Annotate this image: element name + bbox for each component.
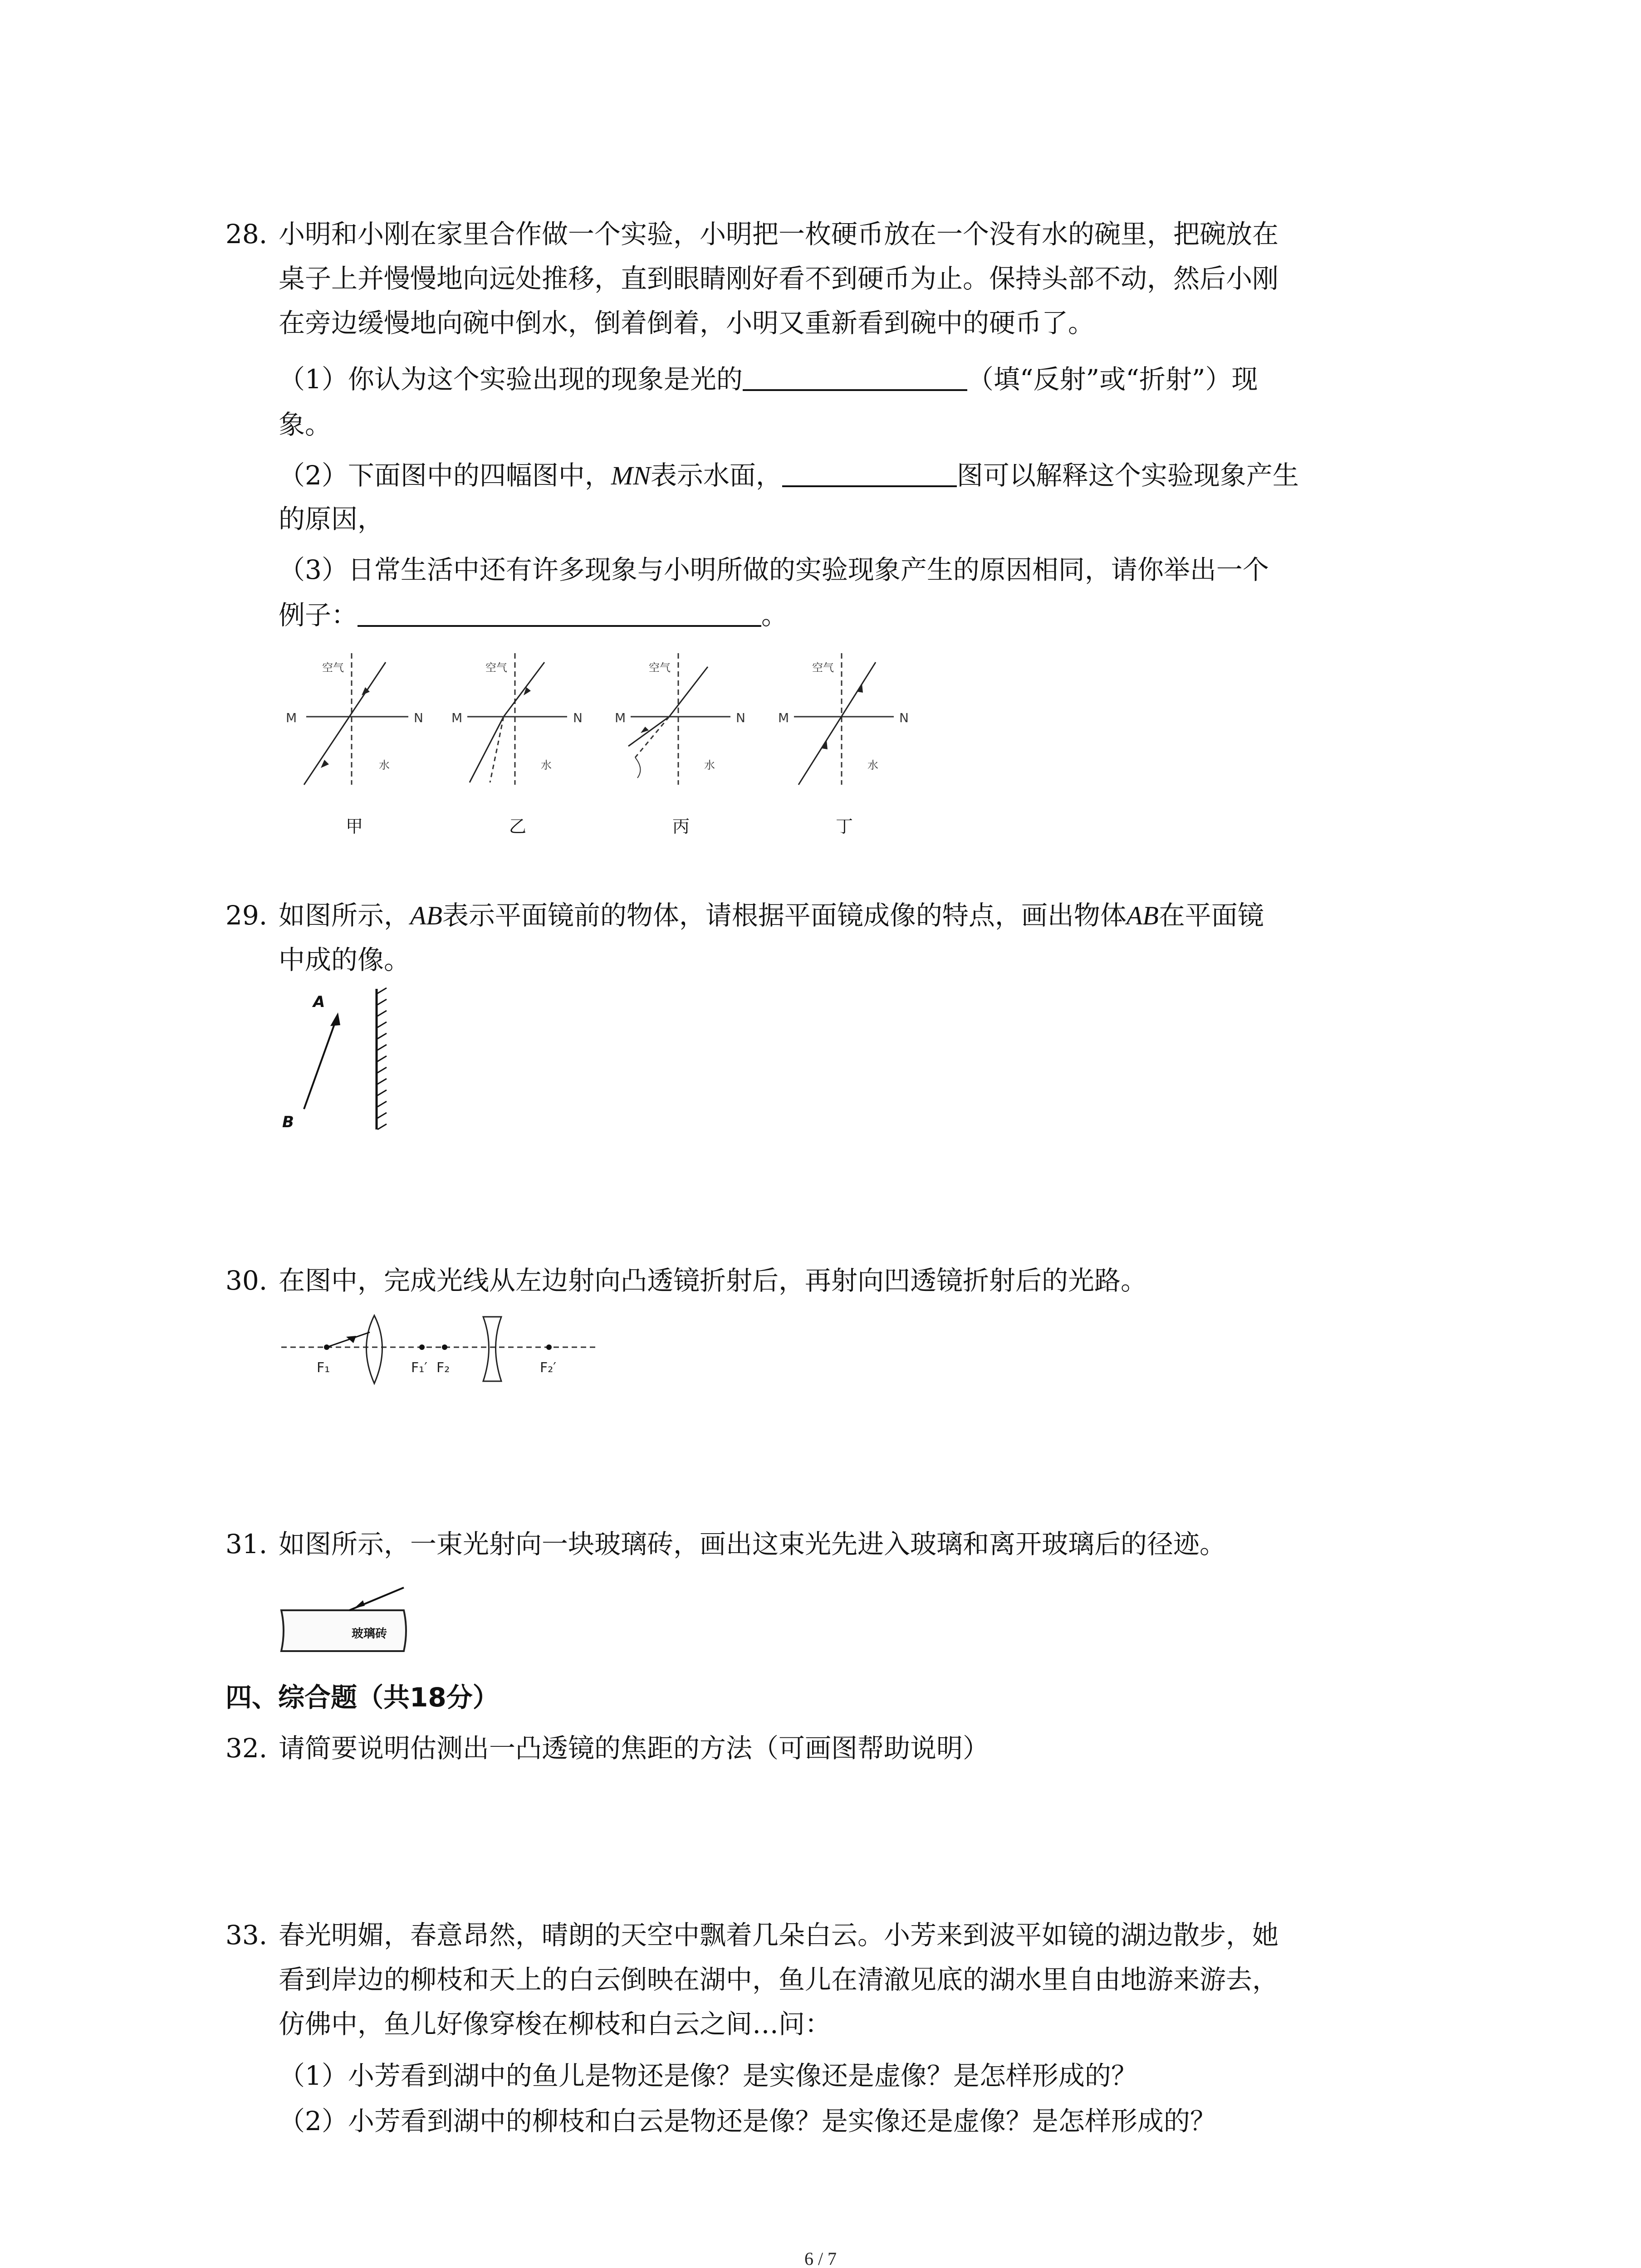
q30-number: 30. (225, 1265, 268, 1296)
q31-text: 如图所示，一束光射向一块玻璃砖，画出这束光先进入玻璃和离开玻璃后的径迹。 (279, 1529, 1226, 1559)
q29-number: 29. (225, 900, 268, 931)
section-heading: 四、综合题（共18分） (225, 1682, 499, 1713)
caption-yi: 乙 (509, 816, 527, 836)
page-number: 6 / 7 (804, 2248, 837, 2268)
diagram-yi (451, 653, 583, 836)
svg-text:空气: 空气 (812, 661, 834, 674)
svg-text:水: 水 (704, 759, 715, 772)
caption-ding: 丁 (836, 816, 853, 836)
q33-number: 33. (225, 1920, 268, 1950)
svg-text:N: N (899, 710, 909, 725)
diagram-jia (286, 653, 423, 836)
label-f2: F₂ (436, 1360, 450, 1376)
q28-part2: （2）下面图中的四幅图中，MN表示水面， 图可以解释这个实验现象产生 (279, 458, 1299, 492)
diagram-bing (615, 653, 745, 836)
svg-text:N: N (736, 710, 745, 725)
q28-answer-blank-3[interactable] (358, 598, 761, 627)
q33-part2: （2）小芳看到湖中的柳枝和白云是物还是像？是实像还是虚像？是怎样形成的？ (279, 2106, 1216, 2136)
svg-text:水: 水 (867, 759, 878, 772)
svg-text:M: M (778, 710, 789, 725)
label-water: 水 (379, 759, 390, 772)
q28-number: 28. (225, 219, 268, 249)
svg-text:空气: 空气 (649, 661, 671, 674)
q29-text-line2: 中成的像。 (279, 944, 411, 975)
svg-text:M: M (615, 710, 626, 725)
q30-text: 在图中，完成光线从左边射向凸透镜折射后，再射向凹透镜折射后的光路。 (279, 1265, 1147, 1296)
q30-lens-figure (277, 1313, 603, 1404)
svg-text:水: 水 (541, 759, 552, 772)
svg-text:N: N (573, 710, 583, 725)
label-a: A (313, 993, 325, 1011)
svg-text:空气: 空气 (485, 661, 507, 674)
q28-refraction-figure (272, 653, 916, 844)
q28-part3: 例子： 。 (279, 598, 788, 631)
q28-part1: （1）你认为这个实验出现的现象是光的 （填“反射”或“折射”）现 (279, 362, 1258, 396)
label-f1: F₁ (317, 1360, 330, 1376)
q28-part1-tail: 象。 (279, 409, 332, 440)
caption-jia: 甲 (346, 816, 363, 836)
label-n: N (414, 710, 423, 725)
q33-text-line2: 看到岸边的柳枝和天上的白云倒映在湖中，鱼儿在清澈见底的湖水里自由地游来游去， (279, 1964, 1279, 1995)
q28-part2-tail: 的原因， (279, 503, 384, 534)
q33-text-line1: 春光明媚，春意昂然，晴朗的天空中飘着几朵白云。小芳来到波平如镜的湖边散步，她 (279, 1920, 1279, 1950)
q28-answer-blank-2[interactable] (782, 458, 957, 487)
label-f1-prime: F₁′ (411, 1360, 428, 1376)
glass-label: 玻璃砖 (352, 1627, 387, 1641)
label-m: M (286, 710, 297, 725)
q28-text-line2: 桌子上并慢慢地向远处推移，直到眼睛刚好看不到硬币为止。保持头部不动，然后小刚 (279, 263, 1279, 294)
q29-text-line1: 如图所示，AB表示平面镜前的物体，请根据平面镜成像的特点，画出物体AB在平面镜 (279, 900, 1264, 931)
caption-bing: 丙 (672, 816, 690, 836)
label-air: 空气 (322, 661, 344, 674)
q28-text-line3: 在旁边缓慢地向碗中倒水，倒着倒着，小明又重新看到碗中的硬币了。 (279, 308, 1095, 338)
q33-part1: （1）小芳看到湖中的鱼儿是物还是像？是实像还是虚像？是怎样形成的？ (279, 2060, 1137, 2091)
q31-glass-figure (272, 1583, 422, 1674)
label-b: B (282, 1113, 294, 1131)
q28-text-line1: 小明和小刚在家里合作做一个实验，小明把一枚硬币放在一个没有水的碗里，把碗放在 (279, 219, 1279, 249)
q28-part3-line1: （3）日常生活中还有许多现象与小明所做的实验现象产生的原因相同，请你举出一个 (279, 554, 1269, 585)
q31-number: 31. (225, 1529, 268, 1559)
q29-mirror-figure (272, 984, 399, 1134)
diagram-ding (778, 653, 909, 836)
q33-text-line3: 仿佛中，鱼儿好像穿梭在柳枝和白云之间…问： (279, 2009, 832, 2039)
svg-text:M: M (451, 710, 463, 725)
q32-text: 请简要说明估测出一凸透镜的焦距的方法（可画图帮助说明） (279, 1733, 989, 1764)
q32-number: 32. (225, 1733, 268, 1764)
label-f2-prime: F₂′ (540, 1360, 557, 1376)
q28-answer-blank-1[interactable] (743, 362, 967, 391)
